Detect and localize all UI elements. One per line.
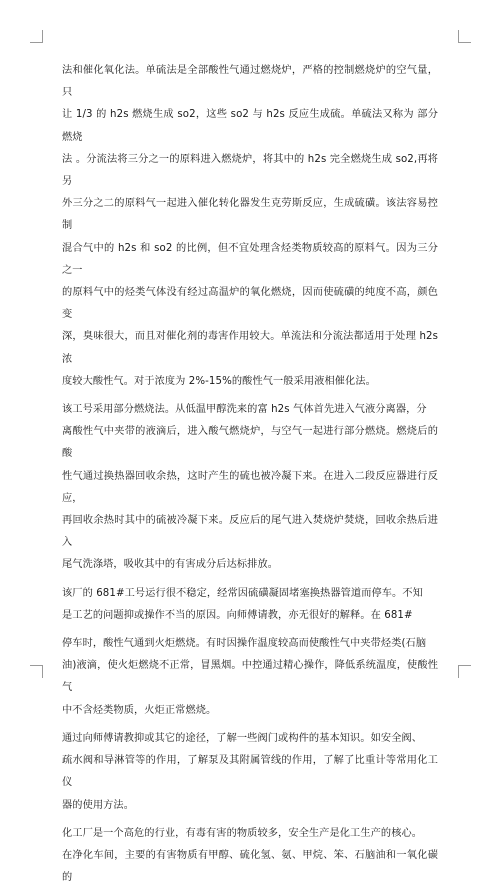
crop-mark-bottom-left [30,665,43,678]
paragraph: 该工号采用部分燃烧法。从低温甲醇洗来的富 h2s 气体首先进入气液分离器，分 离酸性气中夹带的液滴后，进入酸气燃烧炉，与空气一起进行部分燃烧。燃烧后的酸 性气通过换热器回收余热，这时产生的硫也被冷凝下来。在进入二段反应器进行反应， 再回收余热时其中的硫被冷凝下来。反应后的尾气进入焚烧炉焚烧，回收余热后进入 尾气洗涤塔，吸收其中的有害成分后达标排放。 [62,404,438,571]
crop-mark-top-left [30,30,43,43]
crop-mark-bottom-right [458,665,471,678]
paragraph: 停车时，酸性气通到火炬燃烧。有时因操作温度较高而使酸性气中夹带烃类(石脑 油)液滴，使火炬燃烧不正常，冒黑烟。中控通过精心操作，降低系统温度，使酸性气 中不含烃类物质，火炬正常燃烧。 [62,638,438,716]
document-body [62,60,438,895]
paragraph: 该厂的 681#工号运行很不稳定，经常因硫磺凝固堵塞换热器管道而停车。不知 是工艺的问题抑或操作不当的原因。向师傅请教，亦无很好的解释。在 681# [62,587,423,621]
crop-mark-top-right [458,30,471,43]
paragraph: 化工厂是一个高危的行业，有毒有害的物质较多，安全生产是化工生产的核心。 在净化车间，主要的有害物质有甲醇、硫化氢、氨、甲烷、笨、石脑油和一氧化碳的 [62,827,438,884]
paragraph: 法和催化氧化法。单硫法是全部酸性气通过燃烧炉，严格的控制燃烧炉的空气量，只 让 1/3 的 h2s 燃烧生成 so2，这些 so2 与 h2s 反应生成硫。单硫法又称为 部分燃烧 法 。分流法将三分之一的原料进入燃烧炉，将其中的 h2s 完全燃烧生成 so2,再将另 外三分之二的原料气一起进入催化转化器发生克劳斯反应，生成硫磺。该法容易控制 混合气中的 h2s 和 so2 的比例，但不宜处理含烃类物质较高的原料气。因为三分之一 的原料气中的烃类气体没有经过高温炉的氧化燃烧，因而使硫磺的纯度不高，颜色变 深，臭味很大，而且对催化剂的毒害作用较大。单流法和分流法都适用于处理 h2s 浓 度较大酸性气。对于浓度为 2%-15%的酸性气一般采用液相催化法。 [62,65,438,387]
paragraph: 通过向师傅请教抑或其它的途径，了解一些阀门或构件的基本知识。如安全阀、 疏水阀和导淋管等的作用，了解泵及其附属管线的作用，了解了比重计等常用化工仪 器的使用方法。 [62,732,438,811]
